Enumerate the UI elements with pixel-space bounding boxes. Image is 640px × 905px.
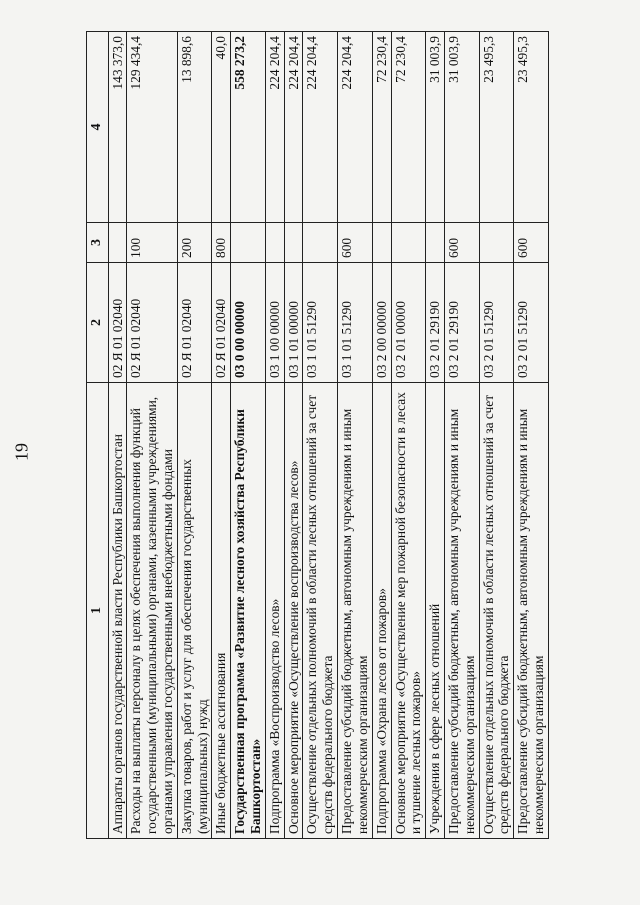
- row-name-cell: Иные бюджетные ассигнования: [212, 383, 231, 839]
- row-sum-cell: 129 434,4: [127, 32, 177, 223]
- budget-table: [86, 31, 549, 839]
- row-code-cell: 03 1 01 00000: [284, 263, 303, 383]
- table-row: [338, 32, 373, 839]
- row-code-cell: 02 Я 01 02040: [127, 263, 177, 383]
- row-name-cell: Предоставление субсидий бюджетным, автономным учреждениям и иным некоммерческим организациям: [444, 383, 479, 839]
- row-name-cell: Основное мероприятие «Осуществление мер пожарной безопасности в лесах и тушение лесных пожаров»: [391, 383, 426, 839]
- table-row: [372, 32, 391, 839]
- row-sum-cell: 23 495,3: [479, 32, 514, 223]
- table-header-row: [87, 32, 109, 839]
- row-code-cell: 03 1 01 51290: [303, 263, 338, 383]
- row-type-cell: [265, 223, 284, 263]
- row-code-cell: 03 2 01 29190: [444, 263, 479, 383]
- row-type-cell: [108, 223, 127, 263]
- page-number: 19: [11, 443, 32, 461]
- row-type-cell: [231, 223, 266, 263]
- row-name-cell: Аппараты органов государственной власти Республики Башкортостан: [108, 383, 127, 839]
- header-col-4: 4: [87, 32, 109, 223]
- table-row: [479, 32, 514, 839]
- row-name-cell: Осуществление отдельных полномочий в области лесных отношений за счет средств федерального бюджета: [303, 383, 338, 839]
- row-name-cell: Расходы на выплаты персоналу в целях обеспечения выполнения функций государственными (муниципальными) органами, казенными учреждениями, органами управления государственными внебюджетными фондами: [127, 383, 177, 839]
- row-code-cell: 03 2 01 51290: [479, 263, 514, 383]
- table-row: [303, 32, 338, 839]
- row-sum-cell: 31 003,9: [444, 32, 479, 223]
- table-row: [265, 32, 284, 839]
- row-name-cell: Предоставление субсидий бюджетным, автономным учреждениям и иным некоммерческим организациям: [514, 383, 549, 839]
- row-name-cell: Подпрограмма «Воспроизводство лесов»: [265, 383, 284, 839]
- row-type-cell: 600: [444, 223, 479, 263]
- row-name-cell: Учреждения в сфере лесных отношений: [426, 383, 445, 839]
- row-type-cell: [426, 223, 445, 263]
- row-sum-cell: 13 898,6: [177, 32, 212, 223]
- table-row: [514, 32, 549, 839]
- row-sum-cell: 143 373,0: [108, 32, 127, 223]
- row-type-cell: 600: [338, 223, 373, 263]
- row-type-cell: [303, 223, 338, 263]
- row-sum-cell: 224 204,4: [338, 32, 373, 223]
- row-code-cell: 03 2 00 00000: [372, 263, 391, 383]
- table-row: [444, 32, 479, 839]
- header-col-3: 3: [87, 223, 109, 263]
- row-type-cell: [391, 223, 426, 263]
- row-code-cell: 02 Я 01 02040: [212, 263, 231, 383]
- row-name-cell: Закупка товаров, работ и услуг для обеспечения государственных (муниципальных) нужд: [177, 383, 212, 839]
- row-sum-cell: 31 003,9: [426, 32, 445, 223]
- table-row: [391, 32, 426, 839]
- row-code-cell: 02 Я 01 02040: [177, 263, 212, 383]
- row-code-cell: 02 Я 01 02040: [108, 263, 127, 383]
- row-sum-cell: 224 204,4: [284, 32, 303, 223]
- row-type-cell: 200: [177, 223, 212, 263]
- row-name-cell: Подпрограмма «Охрана лесов от пожаров»: [372, 383, 391, 839]
- header-col-1: 1: [87, 383, 109, 839]
- row-type-cell: 800: [212, 223, 231, 263]
- row-name-cell: Предоставление субсидий бюджетным, автономным учреждениям и иным некоммерческим организациям: [338, 383, 373, 839]
- row-sum-cell: 558 273,2: [231, 32, 266, 223]
- row-code-cell: 03 2 01 29190: [426, 263, 445, 383]
- table-row: [212, 32, 231, 839]
- row-code-cell: 03 1 00 00000: [265, 263, 284, 383]
- table-row: [284, 32, 303, 839]
- row-name-cell: Основное мероприятие «Осуществление воспроизводства лесов»: [284, 383, 303, 839]
- row-sum-cell: 224 204,4: [265, 32, 284, 223]
- row-sum-cell: 224 204,4: [303, 32, 338, 223]
- header-col-2: 2: [87, 263, 109, 383]
- row-sum-cell: 72 230,4: [372, 32, 391, 223]
- row-sum-cell: 72 230,4: [391, 32, 426, 223]
- row-code-cell: 03 1 01 51290: [338, 263, 373, 383]
- row-sum-cell: 40,0: [212, 32, 231, 223]
- row-code-cell: 03 0 00 00000: [231, 263, 266, 383]
- row-name-cell: Государственная программа «Развитие лесного хозяйства Республики Башкортостан»: [231, 383, 266, 839]
- table-row: [177, 32, 212, 839]
- row-type-cell: [479, 223, 514, 263]
- table-row: [108, 32, 127, 839]
- row-name-cell: Осуществление отдельных полномочий в области лесных отношений за счет средств федерального бюджета: [479, 383, 514, 839]
- row-type-cell: 100: [127, 223, 177, 263]
- table-row: [426, 32, 445, 839]
- table-body: [108, 32, 548, 839]
- row-type-cell: [284, 223, 303, 263]
- row-sum-cell: 23 495,3: [514, 32, 549, 223]
- row-type-cell: [372, 223, 391, 263]
- row-code-cell: 03 2 01 00000: [391, 263, 426, 383]
- row-type-cell: 600: [514, 223, 549, 263]
- rotated-table-container: [86, 32, 611, 839]
- table-row: [231, 32, 266, 839]
- table-row: [127, 32, 177, 839]
- row-code-cell: 03 2 01 51290: [514, 263, 549, 383]
